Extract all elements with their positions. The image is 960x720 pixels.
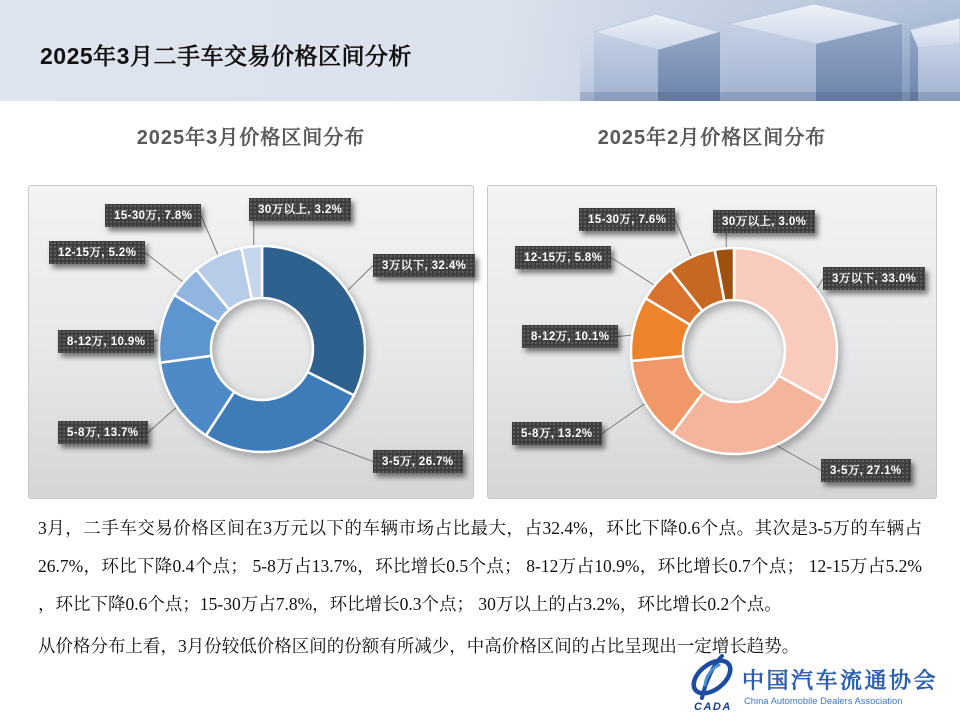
logo-cn-name: 中国汽车流通协会: [742, 668, 939, 693]
data-label-5-8万: 5-8万, 13.2%: [512, 422, 602, 445]
page-title: 2025年3月二手车交易价格区间分析: [40, 43, 412, 69]
chart-title-february: 2025年2月价格区间分布: [597, 127, 827, 149]
cubes-graphic: [580, 0, 960, 101]
donut-segment-3万以下: [734, 248, 837, 401]
data-label-12-15万: 12-15万, 5.2%: [49, 241, 145, 264]
logo-en-name: China Automobile Dealers Association: [744, 695, 903, 706]
data-label-8-12万: 8-12万, 10.9%: [58, 330, 154, 353]
donut-chart-march: [28, 185, 474, 499]
data-label-3万以下: 3万以下, 32.4%: [373, 254, 475, 277]
donut-chart-february: [487, 185, 937, 499]
data-label-3-5万: 3-5万, 26.7%: [373, 450, 463, 473]
data-label-15-30万: 15-30万, 7.6%: [579, 208, 675, 231]
header: [0, 0, 960, 101]
cada-badge: CADA: [694, 701, 732, 713]
donut-segment-3-5万: [206, 372, 354, 452]
summary-paragraph-2: 从价格分布上看，3月份较低价格区间的份额有所减少，中高价格区间的占比呈现出一定增长趋势。: [38, 636, 800, 656]
data-label-3-5万: 3-5万, 27.1%: [821, 459, 911, 482]
data-label-15-30万: 15-30万, 7.8%: [105, 204, 201, 227]
data-label-30万以上: 30万以上, 3.2%: [249, 198, 351, 221]
data-label-3万以下: 3万以下, 33.0%: [823, 267, 925, 290]
data-label-8-12万: 8-12万, 10.1%: [522, 325, 618, 348]
cada-logo: [686, 650, 948, 714]
donut-segment-3万以下: [262, 246, 365, 395]
cubes-illustration-icon: [580, 0, 960, 101]
data-label-12-15万: 12-15万, 5.8%: [515, 246, 611, 269]
summary-paragraph-1: 3月，二手车交易价格区间在3万元以下的车辆市场占比最大，占32.4%，环比下降0.6个点。其次是3-5万的车辆占26.7%，环比下降0.4个点； 5-8万占13.7%，环比增长0.5个点； 8-12万占10.9%，环比增长0.7个点； 12-15万占5.2% ，环比下降0.6个点；15-30万占7.8%，环比增长0.3个点； 30万以上的占3.2%，环比增长0.2个点。: [38, 518, 922, 614]
data-label-5-8万: 5-8万, 13.7%: [58, 421, 148, 444]
chart-title-march: 2025年3月价格区间分布: [136, 127, 366, 149]
cada-emblem-icon: [688, 654, 736, 713]
data-label-30万以上: 30万以上, 3.0%: [713, 210, 815, 233]
